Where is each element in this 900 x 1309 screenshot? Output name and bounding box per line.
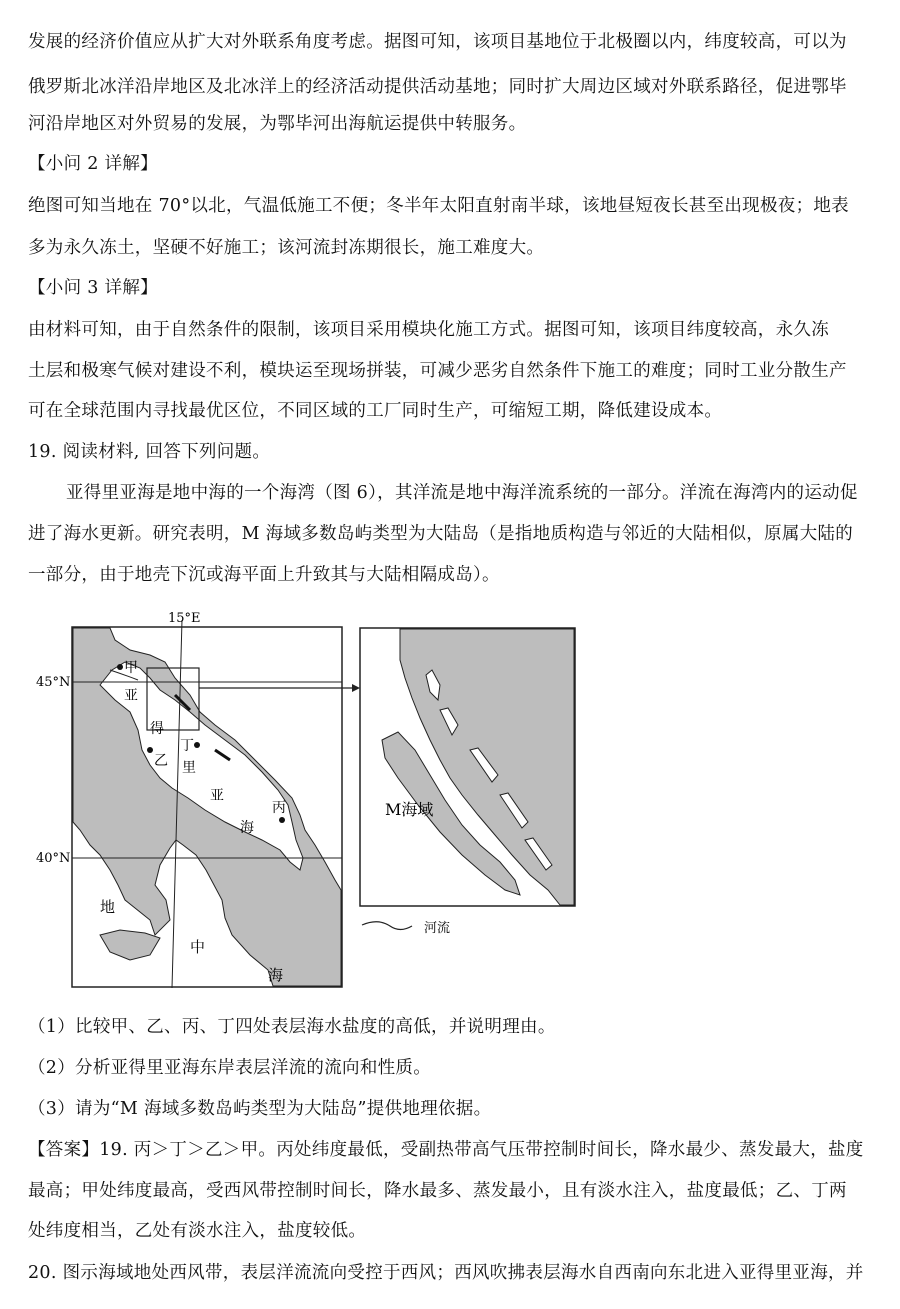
material-line-1: 亚得里亚海是地中海的一个海湾（图 6），其洋流是地中海洋流系统的一部分。洋流在海湾内的运动促 — [66, 483, 858, 503]
material-line-3: 一部分，由于地壳下沉或海平面上升致其与大陆相隔成岛）。 — [28, 565, 500, 585]
label-ya2: 亚 — [210, 788, 224, 804]
text-line-1: 发展的经济价值应从扩大对外联系角度考虑。据图可知，该项目基地位于北极圈以内，纬度较高，可以为 — [28, 32, 847, 52]
text-line-9: 土层和极寒气候对建设不利，模块运至现场拼装，可减少恶劣自然条件下施工的难度；同时工业分散生产 — [28, 361, 847, 381]
label-de: 得 — [150, 721, 164, 737]
lon-15e-label: 15°E — [168, 611, 201, 626]
question-19-heading: 19. 阅读材料, 回答下列问题。 — [28, 442, 271, 462]
legend-river-icon — [362, 922, 412, 930]
text-line-2: 俄罗斯北冰洋沿岸地区及北冰洋上的经济活动提供活动基地；同时扩大周边区域对外联系路径，促进鄂毕 — [28, 77, 847, 97]
label-ding: 丁 — [180, 738, 194, 754]
figure-6-map — [0, 600, 900, 1020]
answer-line-3: 处纬度相当，乙处有淡水注入，盐度较低。 — [28, 1221, 367, 1241]
m-sea-label: M海域 — [385, 800, 434, 819]
answer-line-1: 【答案】19. 丙＞丁＞乙＞甲。丙处纬度最低，受副热带高气压带控制时间长，降水最少、蒸发最大，盐度 — [28, 1140, 864, 1160]
answer-line-2: 最高；甲处纬度最高，受西风带控制时间长，降水最多、蒸发最小，且有淡水注入，盐度最低；乙、丁两 — [28, 1181, 847, 1201]
text-line-5: 绝图可知当地在 70°以北，气温低施工不便；冬半年太阳直射南半球，该地昼短夜长甚至出现极夜；地表 — [28, 196, 849, 216]
inset-map — [360, 628, 575, 906]
point-jia — [117, 664, 123, 670]
label-zhong: 中 — [190, 938, 206, 956]
label-jia: 甲 — [124, 660, 138, 676]
sub-question-3: （3）请为“M 海域多数岛屿类型为大陆岛”提供地理依据。 — [28, 1099, 492, 1119]
text-line-10: 可在全球范围内寻找最优区位，不同区域的工厂同时生产，可缩短工期，降低建设成本。 — [28, 401, 723, 421]
sub-question-2: （2）分析亚得里亚海东岸表层洋流的流向和性质。 — [28, 1058, 432, 1078]
text-line-8: 由材料可知，由于自然条件的限制，该项目采用模块化施工方式。据图可知，该项目纬度较高，永久冻 — [28, 320, 829, 340]
label-ya1: 亚 — [124, 688, 138, 704]
text-line-6: 多为永久冻土，坚硬不好施工；该河流封冻期很长，施工难度大。 — [28, 238, 545, 258]
section-heading-q3: 【小问 3 详解】 — [28, 278, 158, 298]
label-hai-sea: 海 — [240, 820, 254, 836]
label-li: 里 — [182, 760, 196, 776]
label-yi: 乙 — [154, 753, 168, 769]
point-ding — [194, 742, 200, 748]
legend-river-label: 河流 — [424, 921, 451, 936]
answer-line-4: 20. 图示海域地处西风带，表层洋流流向受控于西风；西风吹拂表层海水自西南向东北进入亚得里亚海，并 — [28, 1263, 864, 1283]
main-map — [72, 620, 360, 988]
sub-question-1: （1）比较甲、乙、丙、丁四处表层海水盐度的高低，并说明理由。 — [28, 1017, 556, 1037]
section-heading-q2: 【小问 2 详解】 — [28, 154, 158, 174]
lat-40n-label: 40°N — [36, 851, 71, 866]
material-line-2: 进了海水更新。研究表明，M 海域多数岛屿类型为大陆岛（是指地质构造与邻近的大陆相似，原属大陆的 — [28, 524, 854, 544]
label-bing: 丙 — [272, 800, 286, 816]
point-yi — [147, 747, 153, 753]
point-bing — [279, 817, 285, 823]
lat-45n-label: 45°N — [36, 675, 71, 690]
label-di: 地 — [100, 898, 116, 916]
text-line-3: 河沿岸地区对外贸易的发展，为鄂毕河出海航运提供中转服务。 — [28, 114, 527, 134]
label-hai-med: 海 — [268, 966, 284, 984]
